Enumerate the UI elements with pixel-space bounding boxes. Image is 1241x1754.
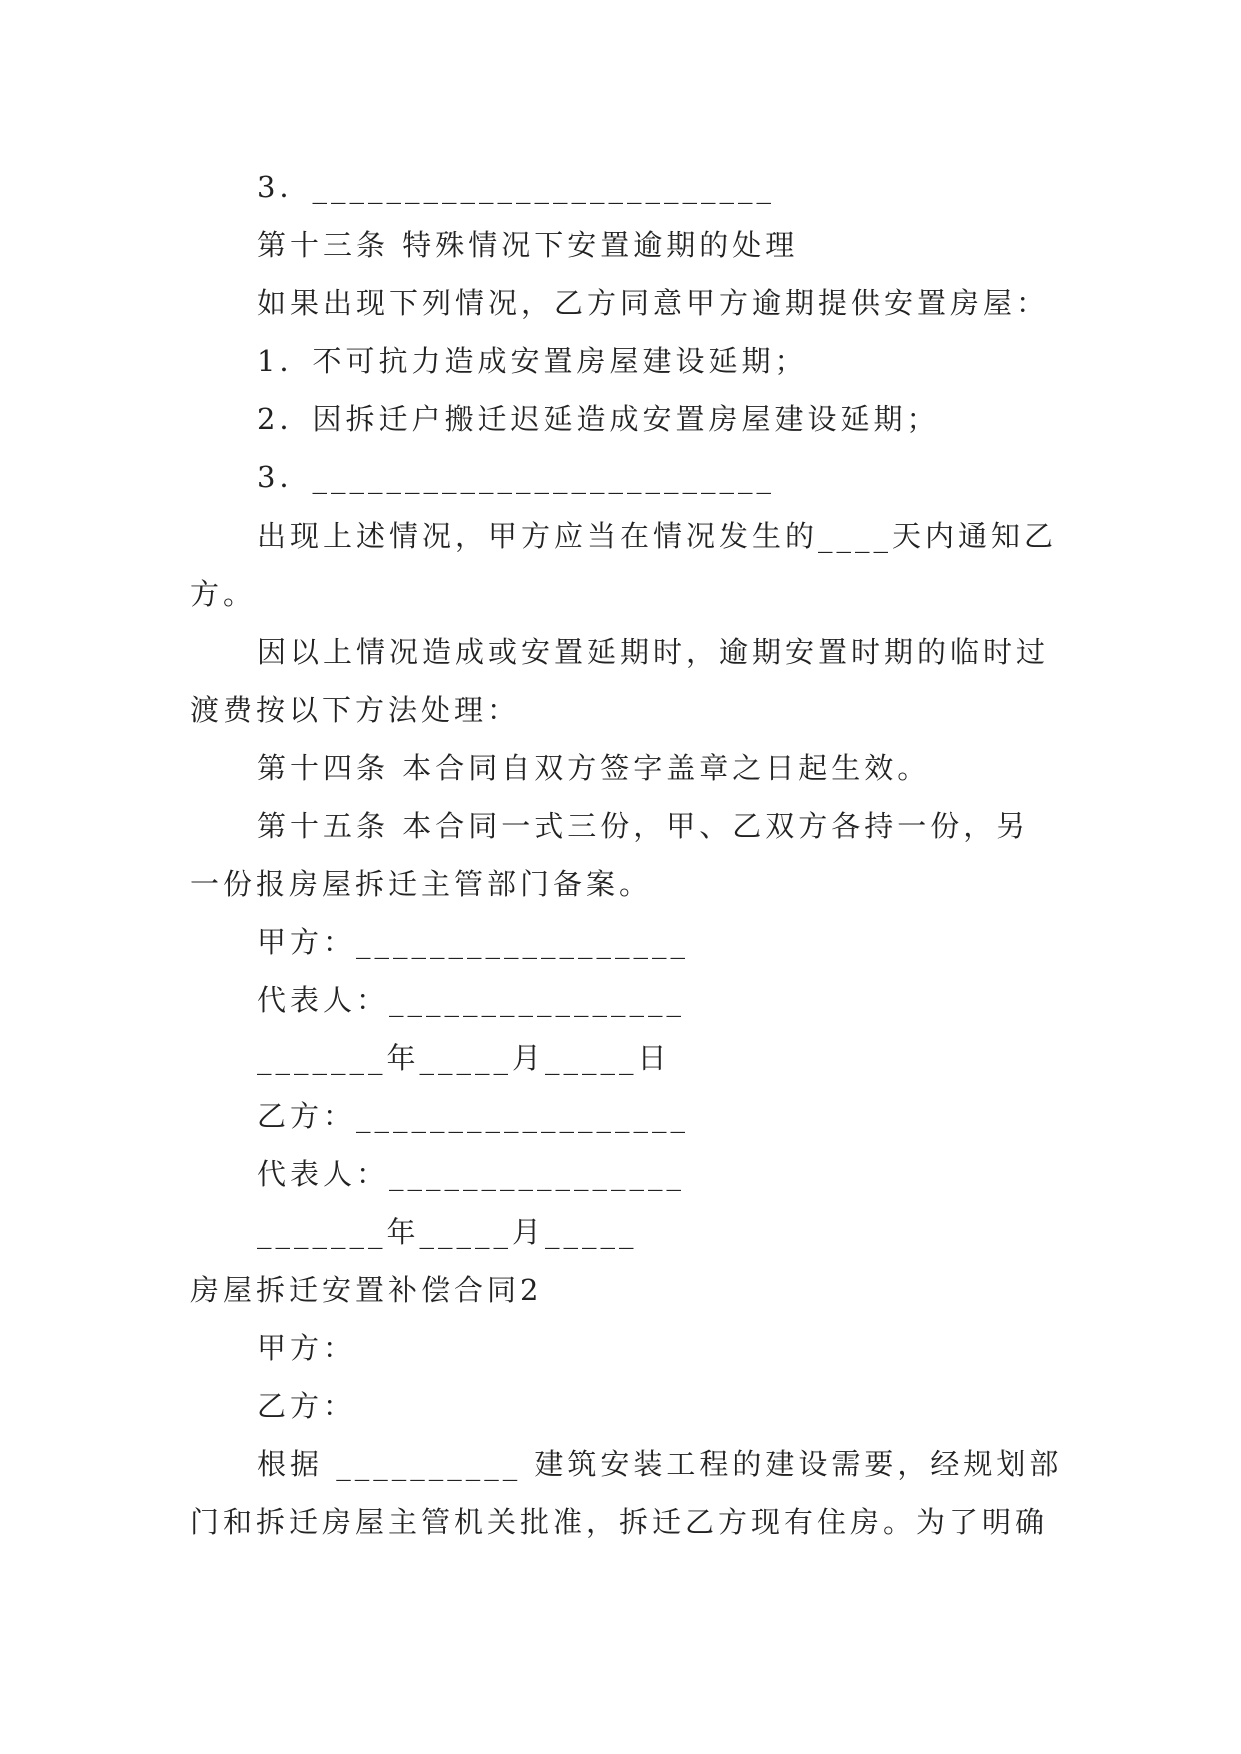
paragraph-line: 如果出现下列情况，乙方同意甲方逾期提供安置房屋： bbox=[257, 286, 1050, 320]
list-item-3-blank: 3．_________________________ bbox=[257, 460, 775, 494]
date-line-a: _______年_____月_____日 bbox=[257, 1041, 671, 1075]
party-a-label: 甲方： bbox=[257, 1331, 357, 1365]
paragraph-line: 根据 __________ 建筑安装工程的建设需要，经规划部 bbox=[257, 1447, 1063, 1481]
paragraph-line-cont: 方。 bbox=[190, 577, 257, 611]
article-13-heading: 第十三条 特殊情况下安置逾期的处理 bbox=[257, 228, 799, 262]
representative-a-signature: 代表人：________________ bbox=[257, 983, 686, 1017]
party-b-label: 乙方： bbox=[257, 1389, 357, 1423]
article-15: 第十五条 本合同一式三份，甲、乙双方各持一份，另 bbox=[257, 809, 1030, 843]
date-line-b: _______年_____月_____ bbox=[257, 1215, 638, 1249]
contract-2-title: 房屋拆迁安置补偿合同2 bbox=[190, 1273, 543, 1307]
clause-item-3-blank: 3．_________________________ bbox=[257, 170, 775, 204]
list-item-2: 2．因拆迁户搬迁迟延造成安置房屋建设延期； bbox=[257, 402, 940, 436]
party-b-signature: 乙方：__________________ bbox=[257, 1099, 690, 1133]
paragraph-line-cont: 一份报房屋拆迁主管部门备案。 bbox=[190, 867, 653, 901]
list-item-1: 1．不可抗力造成安置房屋建设延期； bbox=[257, 344, 808, 378]
article-14: 第十四条 本合同自双方签字盖章之日起生效。 bbox=[257, 751, 931, 785]
representative-b-signature: 代表人：________________ bbox=[257, 1157, 686, 1191]
paragraph-line: 因以上情况造成或安置延期时，逾期安置时期的临时过 bbox=[257, 635, 1050, 669]
paragraph-line: 出现上述情况，甲方应当在情况发生的____天内通知乙 bbox=[257, 519, 1058, 553]
paragraph-line-cont: 渡费按以下方法处理： bbox=[190, 693, 521, 727]
party-a-signature: 甲方：__________________ bbox=[257, 925, 690, 959]
paragraph-line-cont: 门和拆迁房屋主管机关批准，拆迁乙方现有住房。为了明确 bbox=[190, 1505, 1049, 1539]
